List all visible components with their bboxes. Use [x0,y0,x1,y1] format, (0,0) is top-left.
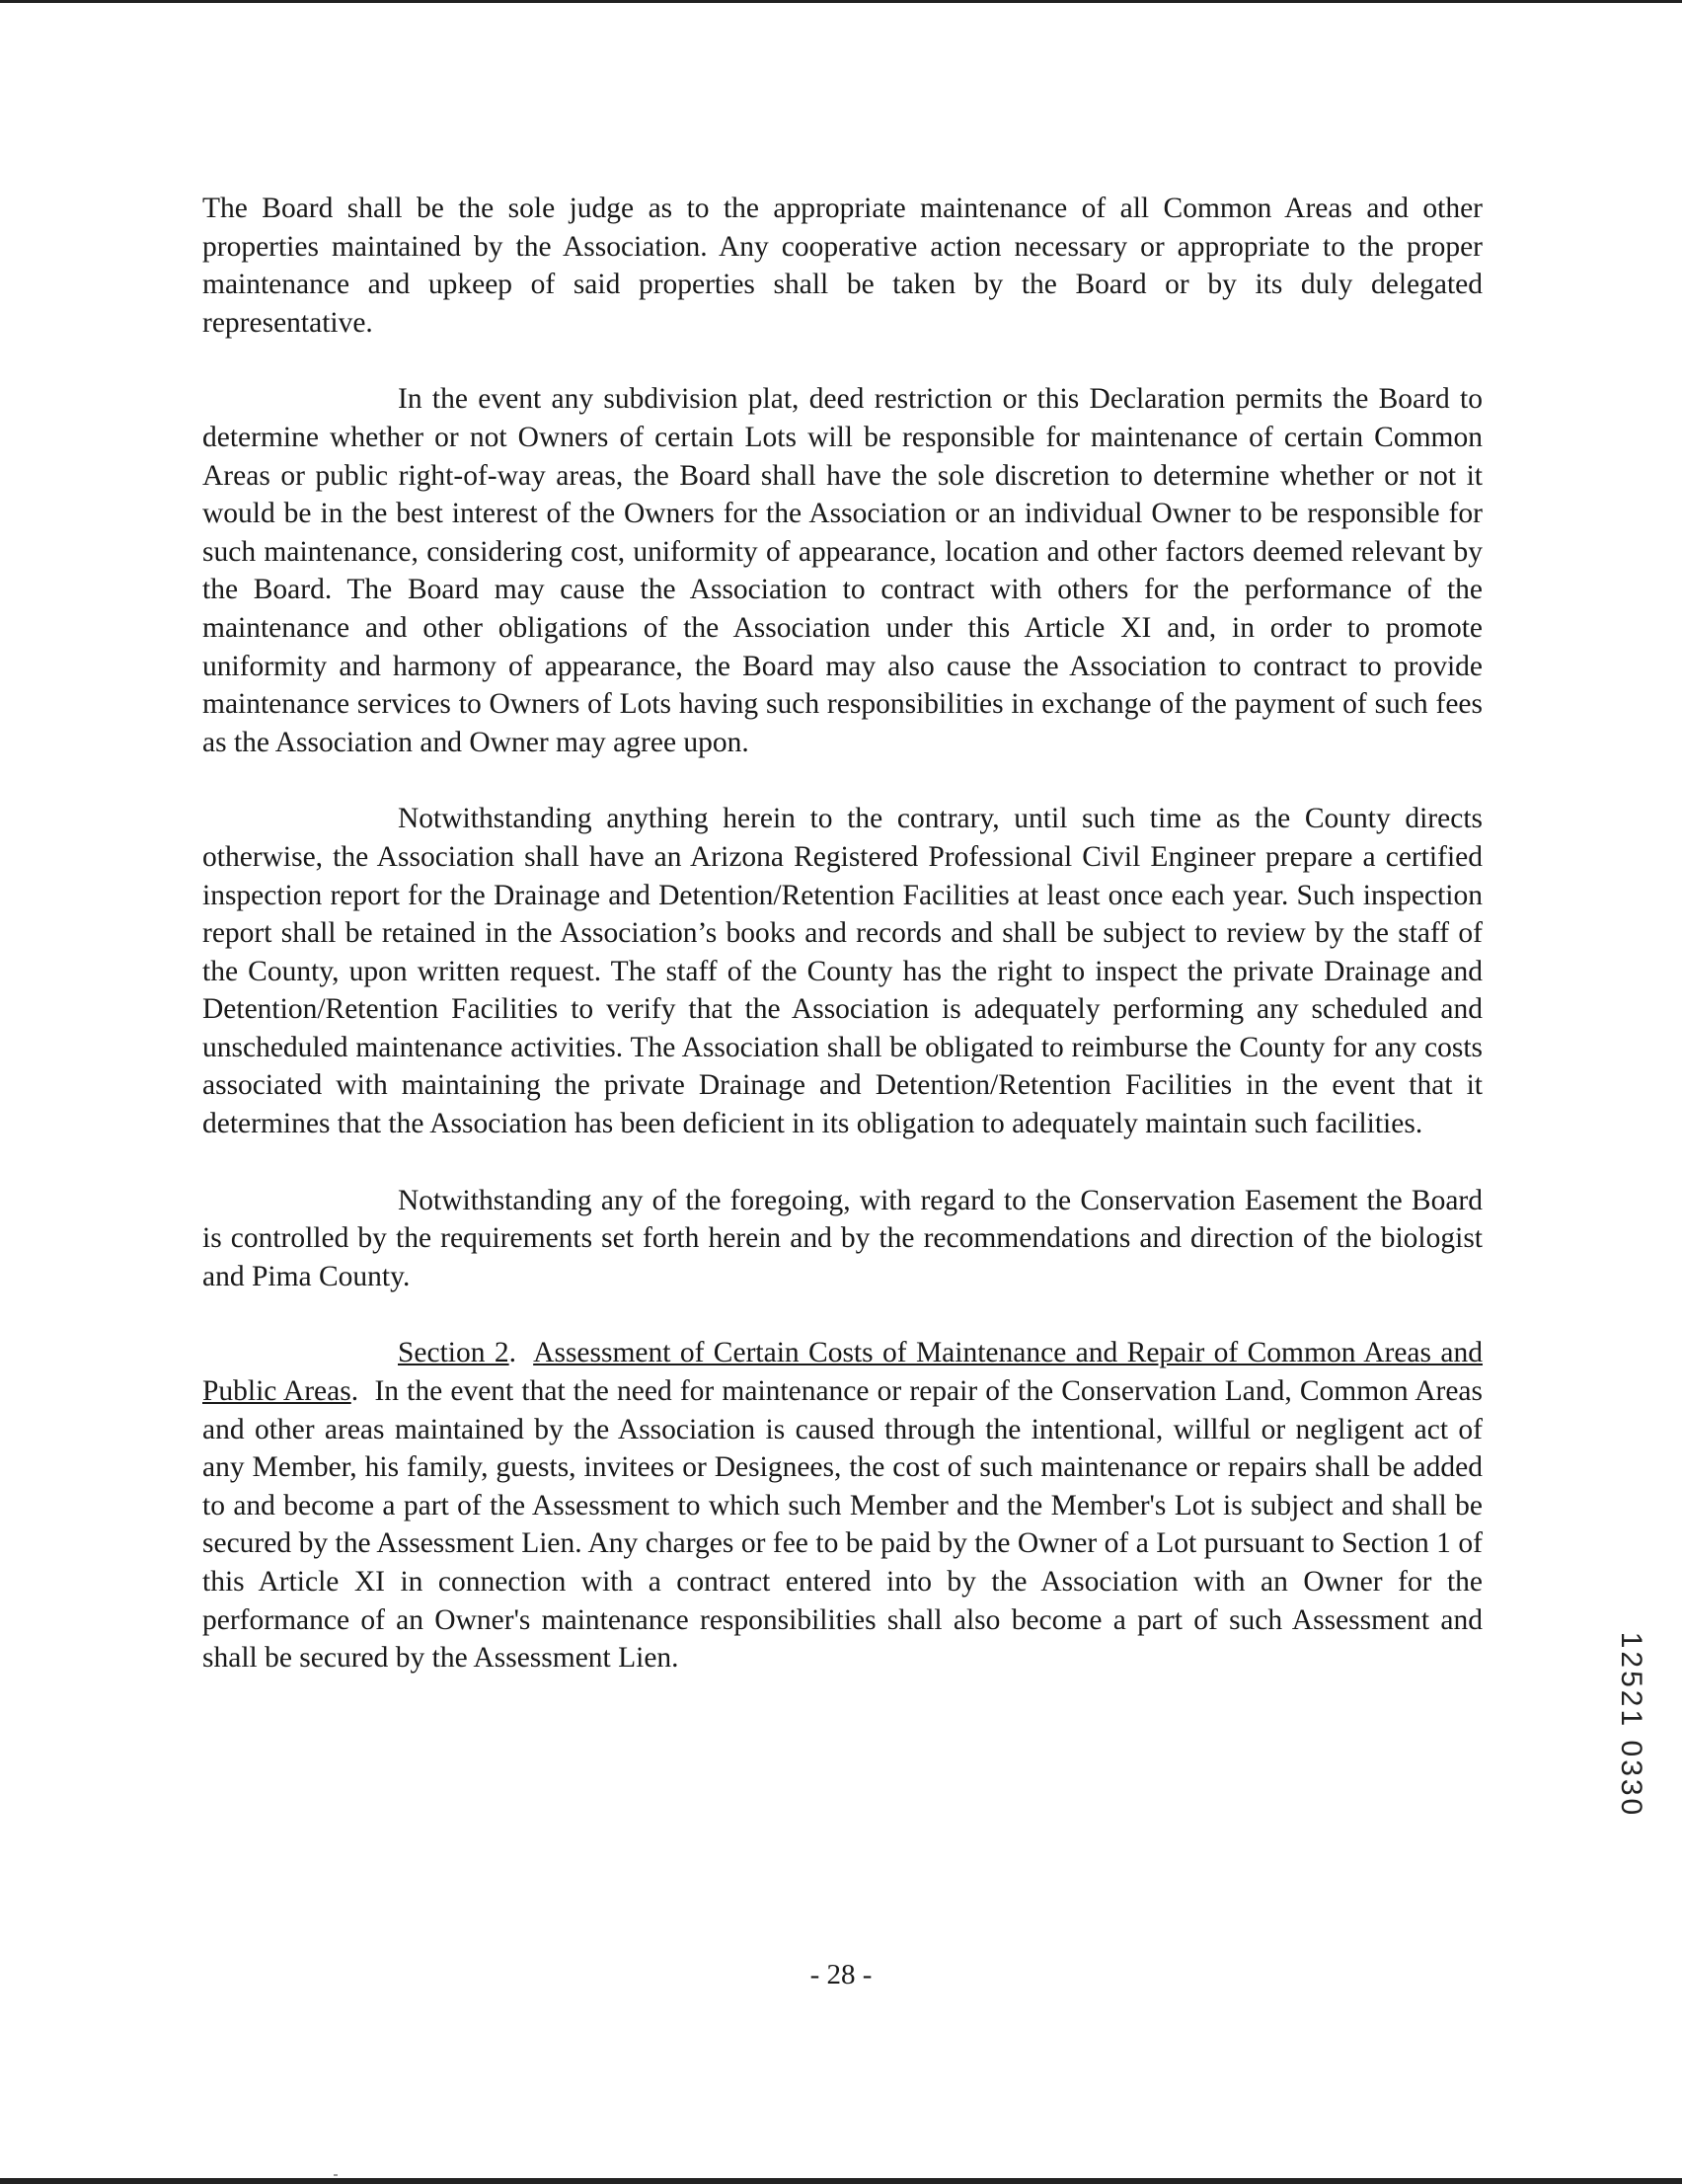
scan-border-top [0,0,1682,3]
section-number-label: Section 2 [398,1337,509,1369]
section-title: Assessment of Certain Costs of Maintenance and Repair of Common Areas and Public Areas [202,1337,1483,1408]
scan-speck [334,2174,338,2176]
paragraph-inspection-report: Notwithstanding anything herein to the contrary, until such time as the County directs otherwise, the Association shall have an Arizona Registered Professional Civil Engineer prepare a certified inspection report for the Drainage and Detention/Retention Facilities at least once each year. Such inspection report shall be retained in the Association’s books and records and shall be subject to review by the staff of the County, upon written request. The staff of the County has the right to inspect the private Drainage and Detention/Retention Facilities to verify that the Association is adequately performing any scheduled and unscheduled maintenance activities. The Association shall be obligated to reimburse the County for any costs associated with maintaining the private Drainage and Detention/Retention Facilities in the event that it determines that the Association has been deficient in its obligation to adequately maintain such facilities. [202,803,1483,1140]
paragraph-conservation-easement: Notwithstanding any of the foregoing, with regard to the Conservation Easement the Board is controlled by the requirements set forth herein and by the recommendations and direction of the biologist and Pima County. [202,1184,1483,1292]
section-2-paragraph: Section 2. Assessment of Certain Costs of Maintenance and Repair of Common Areas and Public Areas. In the event that the need for maintenance or repair of the Conservation Land, Common Areas and other areas maintained by the Association is caused through the intentional, willful or negligent act of any Member, his family, guests, invitees or Designees, the cost of such maintenance or repairs shall be added to and become a part of the Assessment to which such Member and the Member's Lot is subject and shall be secured by the Assessment Lien. Any charges or fee to be paid by the Owner of a Lot pursuant to Section 1 of this Article XI in connection with a contract entered into by the Association with an Owner for the performance of an Owner's maintenance responsibilities shall also become a part of such Assessment and shall be secured by the Assessment Lien. [202,1337,1484,1675]
document-body [202,190,1483,1716]
section-body: In the event that the need for maintenance or repair of the Conservation Land, Common Areas and other areas maintained by the Association is caused through the intentional, willful or negligent act of any Member, his family, guests, invitees or Designees, the cost of such maintenance or repairs shall be added to and become a part of the Assessment to which such Member and the Member's Lot is subject and shall be secured by the Assessment Lien. Any charges or fee to be paid by the Owner of a Lot pursuant to Section 1 of this Article XI in connection with a contract entered into by the Association with an Owner for the performance of an Owner's maintenance responsibilities shall also become a part of such Assessment and shall be secured by the Assessment Lien. [202,1375,1484,1675]
page-number: - 28 - [809,1959,873,1990]
paragraph-board-judge: The Board shall be the sole judge as to the appropriate maintenance of all Common Areas and other properties maintained by the Association. Any cooperative action necessary or appropriate to the proper maintenance and upkeep of said properties shall be taken by the Board or by its duly delegated representative. [202,193,1483,339]
paragraph-subdivision-plat: In the event any subdivision plat, deed restriction or this Declaration permits the Board to determine whether or not Owners of certain Lots will be responsible for maintenance of certain Common Areas or public right-of-way areas, the Board shall have the sole discretion to determine whether or not it would be in the best interest of the Owners for the Association or an individual Owner to be responsible for such maintenance, considering cost, uniformity of appearance, location and other factors deemed relevant by the Board. The Board may cause the Association to contract with others for the performance of the maintenance and other obligations of the Association under this Article XI and, in order to promote uniformity and harmony of appearance, the Board may also cause the Association to contract to provide maintenance services to Owners of Lots having such responsibilities in exchange of the payment of such fees as the Association and Owner may agree upon. [202,383,1483,758]
recording-stamp-text: 12521 0330 [1615,1631,1647,1819]
scan-border-bottom [0,2178,1682,2184]
recording-stamp [1611,1592,1650,1858]
